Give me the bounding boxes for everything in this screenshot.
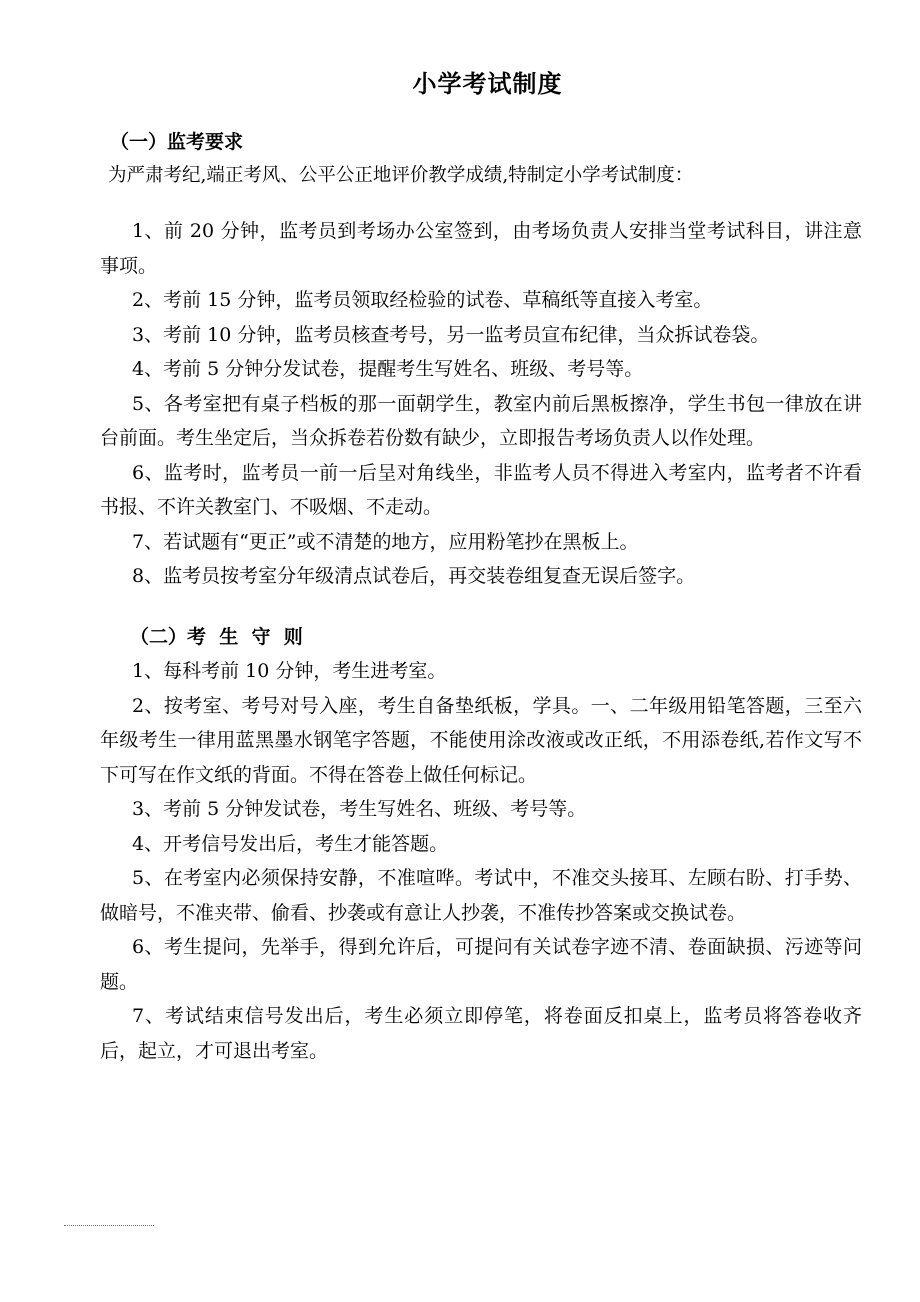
rule-item: 4、开考信号发出后，考生才能答题。: [132, 832, 449, 855]
rule-item: 4、考前 5 分钟分发试卷，提醒考生写姓名、班级、考号等。: [132, 358, 644, 380]
rule-item: 3、考前 10 分钟，监考员核查考号，另一监考员宣布纪律，当众拆试卷袋。: [132, 323, 770, 346]
rule-item: 2、按考室、考号对号入座，考生自备垫纸板，学具。一、二年级用铅笔答题，三至六年级考生一律用蓝黑墨水钢笔字答题，不能使用涂改液或改正纸，不用添卷纸,若作文写不下可写在作文纸的背面。不得在答卷上做任何标记。: [100, 694, 862, 786]
student-rules-list: [100, 654, 862, 1068]
section-heading-invigilation: （一）监考要求: [110, 131, 244, 153]
rule-item: 6、监考时，监考员一前一后呈对角线坐，非监考人员不得进入考室内，监考者不许看书报、不许关教室门、不吸烟、不走动。: [100, 461, 862, 518]
document-title: 小学考试制度: [412, 70, 563, 98]
rule-item: 7、若试题有“更正”或不清楚的地方，应用粉笔抄在黑板上。: [132, 530, 639, 553]
intro-paragraph: 为严肃考纪,端正考风、公平公正地评价教学成绩,特制定小学考试制度：: [108, 165, 694, 186]
rule-item: 5、在考室内必须保持安静，不准喧哗。考试中，不准交头接耳、左顾右盼、打手势、做暗号，不准夹带、偷看、抄袭或有意让人抄袭，不准传抄答案或交换试卷。: [100, 867, 862, 924]
rule-item: 6、考生提问，先举手，得到允许后，可提问有关试卷字迹不清、卷面缺损、污迹等问题。: [100, 936, 862, 993]
rule-item: 5、各考室把有桌子档板的那一面朝学生，教室内前后黑板擦净，学生书包一律放在讲台前面。考生坐定后，当众拆卷若份数有缺少，立即报告考场负责人以作处理。: [100, 392, 862, 449]
rule-item: 1、每科考前 10 分钟，考生进考室。: [132, 660, 447, 682]
footer-dotted-line: [64, 1225, 154, 1226]
invigilation-rules-list: [100, 214, 862, 594]
rule-item: 1、前 20 分钟，监考员到考场办公室签到，由考场负责人安排当堂考试科目，讲注意事项。: [100, 220, 862, 277]
rule-item: 8、监考员按考室分年级清点试卷后，再交装卷组复查无误后签字。: [132, 565, 696, 587]
rule-item: 3、考前 5 分钟发试卷，考生写姓名、班级、考号等。: [132, 798, 587, 820]
rule-item: 2、考前 15 分钟，监考员领取经检验的试卷、草稿纸等直接入考室。: [132, 289, 713, 311]
rule-item: 7、考试结束信号发出后，考生必须立即停笔，将卷面反扣桌上，监考员将答卷收齐后，起立，才可退出考室。: [100, 1005, 862, 1062]
section-heading-student-rules: （二）考 生 守 则: [130, 626, 303, 648]
